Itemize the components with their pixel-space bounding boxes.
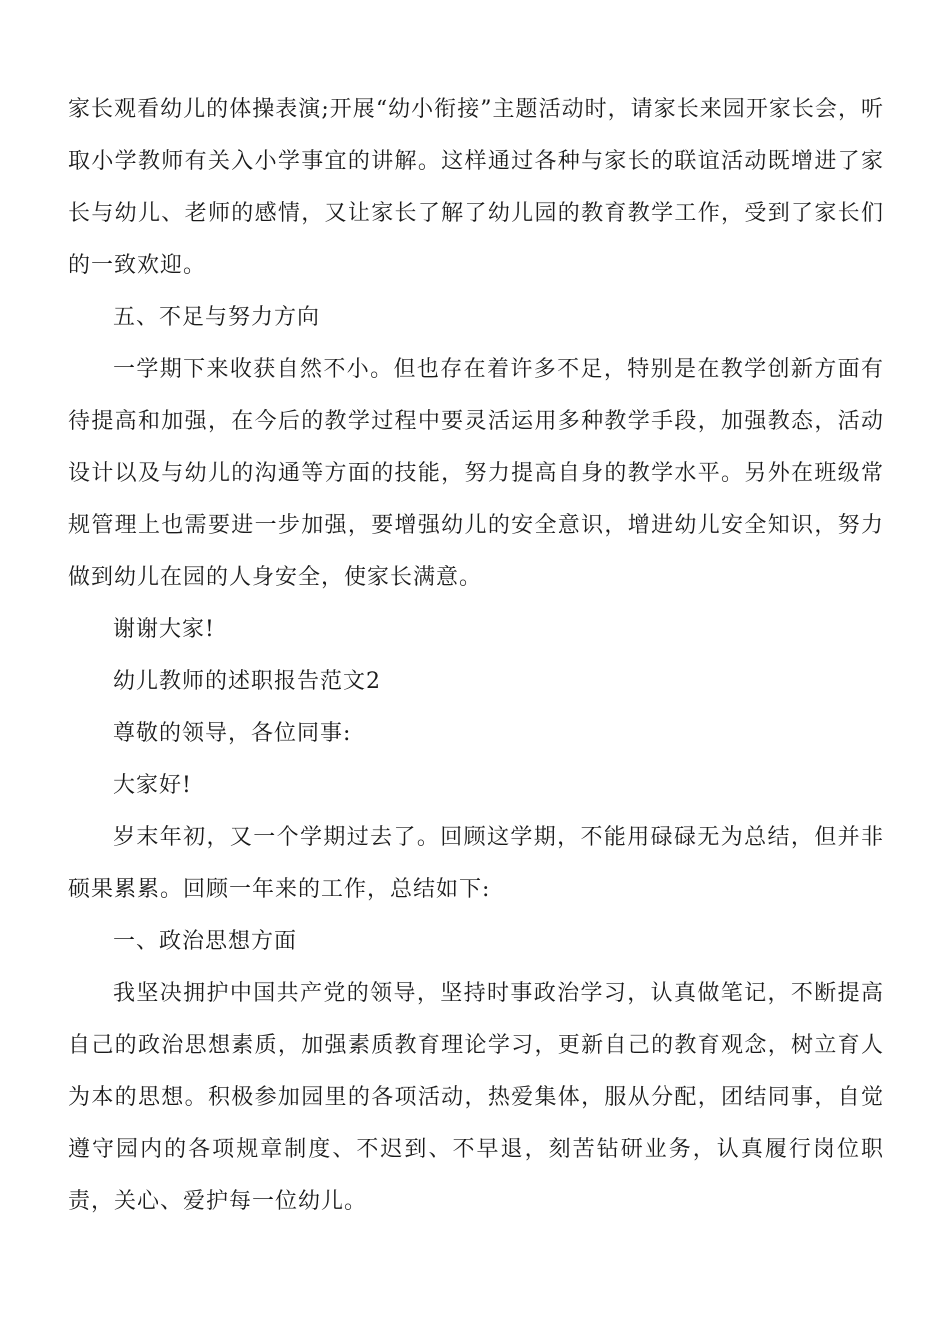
- salutation: 尊敬的领导，各位同事:: [113, 721, 352, 746]
- greeting: 大家好!: [113, 773, 192, 798]
- paragraph-political-thought: 我坚决拥护中国共产党的领导，坚持时事政治学习，认真做笔记，不断提高自己的政治思想素质，加强素质教育理论学习，更新自己的教育观念，树立育人为本的思想。积极参加园里的各项活动，热爱集体，服从分配，团结同事，自觉遵守园内的各项规章制度、不迟到、不早退，刻苦钻研业务，认真履行岗位职责，关心、爱护每一位幼儿。: [68, 981, 884, 1214]
- report-title-2: 幼儿教师的述职报告范文2: [113, 669, 381, 694]
- paragraph-shortcomings: 一学期下来收获自然不小。但也存在着许多不足，特别是在教学创新方面有待提高和加强，在今后的教学过程中要灵活运用多种教学手段，加强教态，活动设计以及与幼儿的沟通等方面的技能，努力提高自身的教学水平。另外在班级常规管理上也需要进一步加强，要增强幼儿的安全意识，增进幼儿安全知识，努力做到幼儿在园的人身安全，使家长满意。: [68, 357, 884, 590]
- closing-thanks: 谢谢大家!: [113, 617, 215, 642]
- paragraph-parent-activities-continued: 家长观看幼儿的体操表演;开展“幼小衔接”主题活动时，请家长来园开家长会，听取小学教师有关入小学事宜的讲解。这样通过各种与家长的联谊活动既增进了家长与幼儿、老师的感情，又让家长了解了幼儿园的教育教学工作，受到了家长们的一致欢迎。: [68, 97, 884, 278]
- section-heading-political-thought: 一、政治思想方面: [113, 929, 298, 954]
- document-page: [68, 84, 884, 1228]
- section-heading-shortcomings: 五、不足与努力方向: [113, 305, 321, 330]
- paragraph-introduction: 岁末年初，又一个学期过去了。回顾这学期，不能用碌碌无为总结，但并非硕果累累。回顾一年来的工作，总结如下:: [68, 825, 884, 902]
